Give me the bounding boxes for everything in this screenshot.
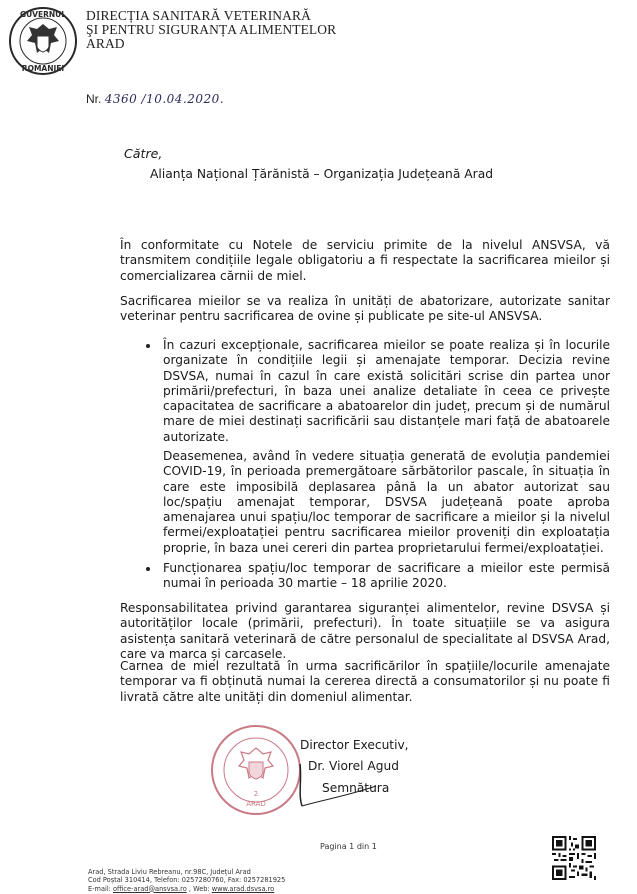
seal-text-top: GUVERNUL: [19, 10, 67, 19]
bullet-dot-2: [146, 567, 150, 571]
paragraph-2: Sacrificarea mieilor se va realiza în unități de abatorizare, autorizate sanitar veterinar pentru sacrificarea de ovine și publicate pe site-ul ANSVSA.: [120, 294, 610, 324]
footer-contact: [88, 868, 285, 893]
reg-label: Nr.: [86, 92, 102, 106]
signature-name: Dr. Viorel Agud: [308, 759, 399, 773]
institution-line-1: DIRECȚIA SANITARĂ VETERINARĂ: [86, 8, 311, 23]
bullet-item-1: În cazuri excepționale, sacrificarea mieilor se poate realiza și în locurile organizate în condițiile legii și amenajate temporar. Decizia revine DSVSA, numai în cazul în care există solicitări scrise din partea unor primării/prefecturi, în baza unei analize detaliate în ceea ce privește capacitatea de sacrificare a abatoarelor din județ, precum și de numărul mare de miei destinați sacrificării sau distanțele mari față de abatoarele autorizate.: [163, 338, 610, 444]
signature-title: Director Executiv,: [300, 738, 409, 752]
email-link[interactable]: office-arad@ansvsa.ro: [113, 884, 187, 893]
reg-number: 4360 /10.04.2020.: [104, 92, 225, 106]
institution-line-3: ARAD: [86, 36, 125, 51]
page-number: Pagina 1 din 1: [320, 842, 377, 851]
handwritten-signature: [292, 760, 382, 810]
registration-number: [86, 92, 224, 106]
footer-phone: Cod Poștal 310414, Telefon: 0257280760, Fax: 0257281925: [88, 876, 286, 885]
seal-text-bottom: ROMÂNIEI: [21, 64, 65, 73]
salutation: Către,: [124, 146, 163, 161]
stamp-number: 2: [253, 790, 259, 798]
paragraph-3: Responsabilitatea privind garantarea siguranței alimentelor, revine DSVSA și autorităților locale (primării, prefecturi). În toate situațiile se va asigura asistența sanitară veterinară de către personalul de specialitate al DSVSA Arad, care va marca și carcasele.: [120, 601, 610, 661]
footer-links: E-mail: office-arad@ansvsa.ro , Web: www.arad.dsvsa.ro: [88, 884, 275, 893]
official-stamp: [208, 718, 304, 822]
qr-code: [552, 836, 596, 880]
signature-label: Semnătura: [322, 781, 390, 795]
paragraph-1: În conformitate cu Notele de serviciu primite de la nivelul ANSVSA, vă transmitem condițiile legale obligatoriu a fi respectate la sacrificarea mieilor și comercializarea cărnii de miel.: [120, 238, 610, 283]
web-link[interactable]: www.arad.dsvsa.ro: [211, 884, 275, 893]
footer-address: Arad, Strada Liviu Rebreanu, nr.98C, Județul Arad: [88, 868, 251, 876]
stamp-city: ARAD: [246, 800, 266, 808]
guvernul-romaniei-seal: [8, 6, 78, 76]
paragraph-4: Carnea de miel rezultată în urma sacrificărilor în spațiile/locurile amenajate temporar va fi obținută numai la cererea directă a consumatorilor și nu poate fi livrată către alte unități din domeniul alimentar.: [120, 659, 610, 704]
institution-name: [86, 9, 336, 51]
bullet-item-2: Funcționarea spațiu/loc temporar de sacrificare a mieilor este permisă numai în perioada 30 martie – 18 aprilie 2020.: [163, 561, 610, 591]
bullet-dot-1: [146, 344, 150, 348]
recipient: Alianța Național Țărănistă – Organizația Județeană Arad: [150, 167, 494, 181]
institution-line-2: ŞI PENTRU SIGURANȚA ALIMENTELOR: [86, 22, 337, 37]
bullet-item-1-continued: Deasemenea, având în vedere situația generată de evoluția pandemiei COVID-19, în perioada premergătoare sărbătorilor pascale, în situația în care este imposibilă deplasarea până la un abator autorizat sau loc/spațiu amenajat temporar, DSVSA județeană poate aproba amenajarea unui spațiu/loc temporar de sacrificare a mieilor și la nivelul fermei/exploatației pentru sacrificarea mieilor proveniți din exploatația proprie, în baza unei cereri din partea proprietarului fermei/exploatației.: [163, 449, 610, 555]
